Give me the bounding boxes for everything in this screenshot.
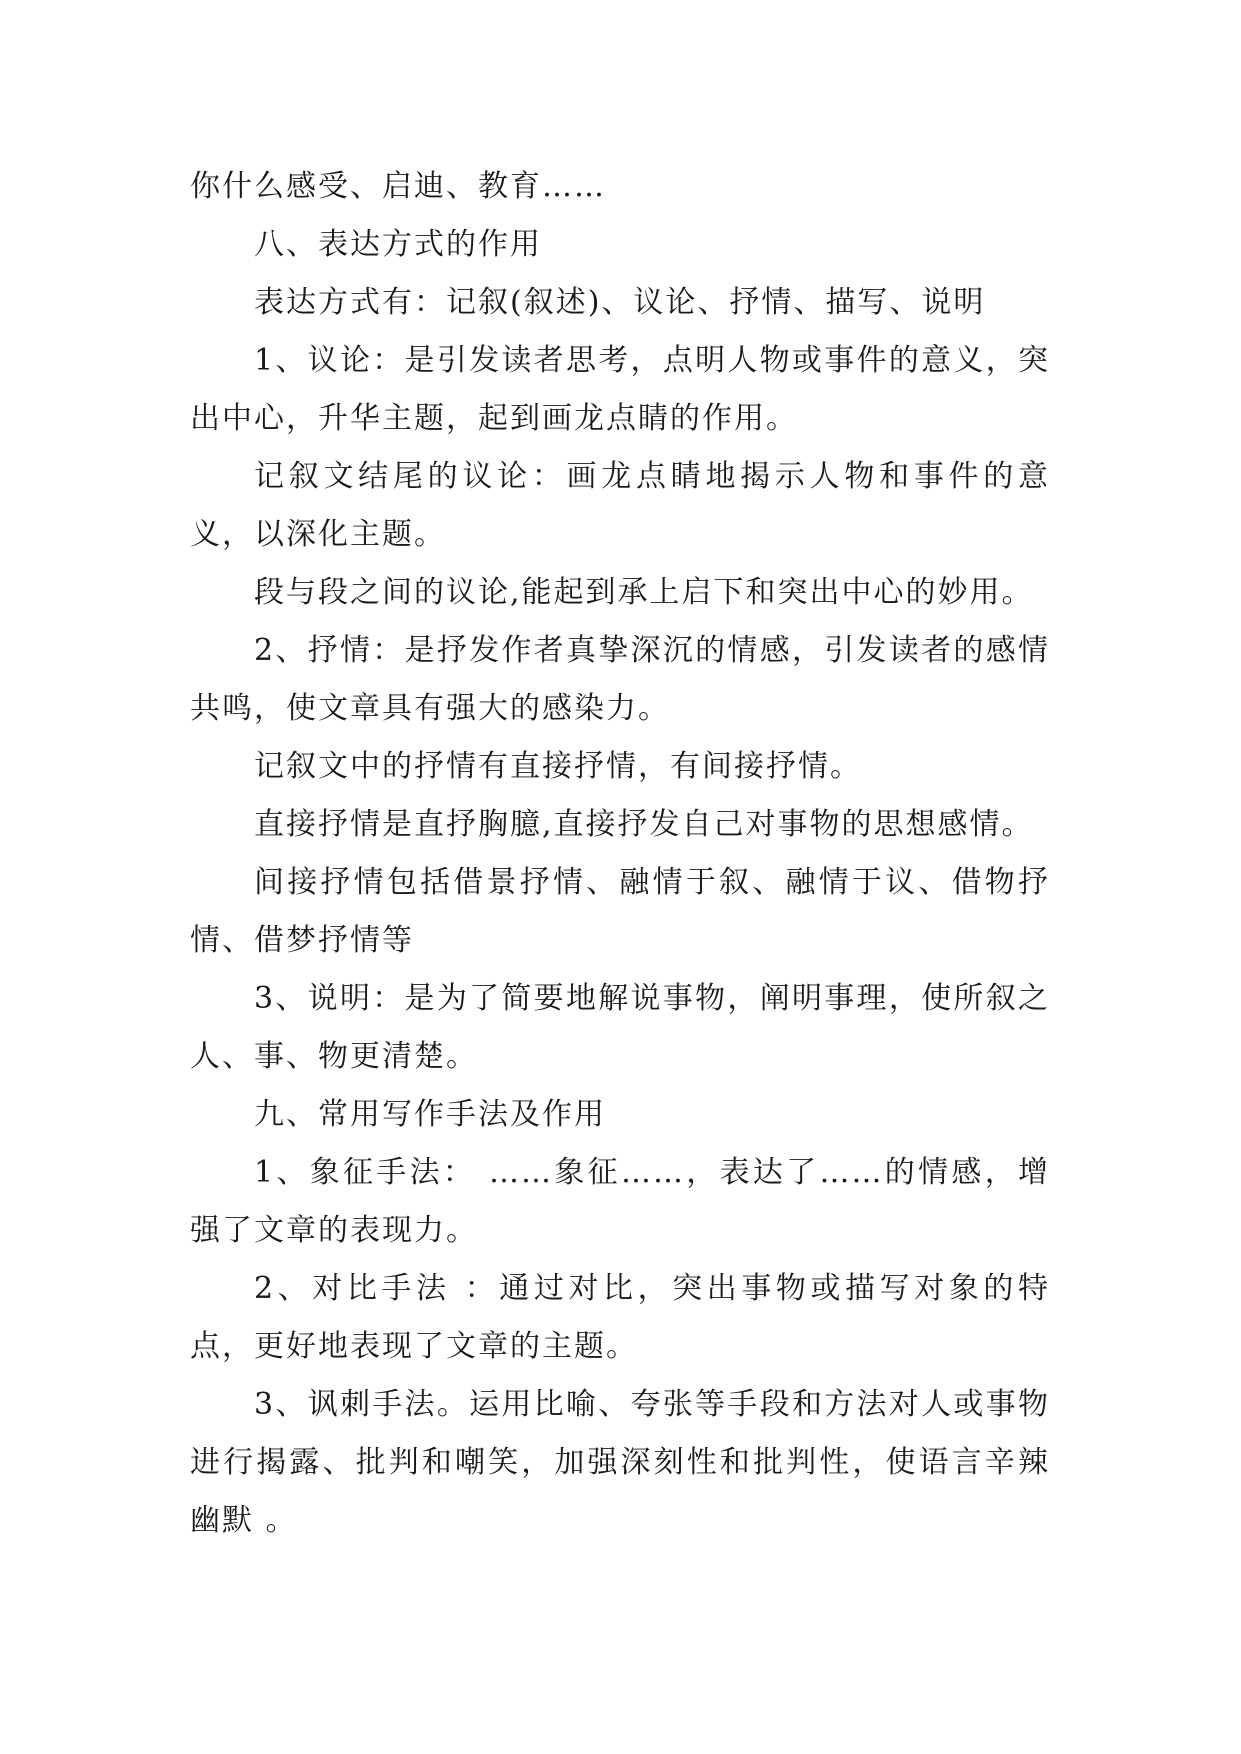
paragraph-satire: 3、讽刺手法。运用比喻、夸张等手段和方法对人或事物进行揭露、批判和嘲笑，加强深刻性和批判性，使语言辛辣幽默 。: [190, 1387, 1050, 1538]
paragraph-symbolism: 1、象征手法： ……象征……，表达了……的情感，增强了文章的表现力。: [190, 1155, 1050, 1248]
paragraph-ending-argument: 记叙文结尾的议论：画龙点睛地揭示人物和事件的意义，以深化主题。: [190, 459, 1050, 552]
document-body: [190, 158, 1050, 1550]
section-heading-nine: 九、常用写作手法及作用: [254, 1097, 606, 1132]
paragraph-argument: 1、议论：是引发读者思考，点明人物或事件的意义，突出中心，升华主题，起到画龙点睛的作用。: [190, 343, 1050, 436]
paragraph-continuation: 你什么感受、启迪、教育……: [190, 169, 606, 204]
paragraph-direct-lyric: 直接抒情是直抒胸臆,直接抒发自己对事物的思想感情。: [254, 807, 1034, 842]
paragraph-between-argument: 段与段之间的议论,能起到承上启下和突出中心的妙用。: [254, 575, 1034, 610]
section-heading-eight: 八、表达方式的作用: [254, 227, 542, 262]
paragraph-contrast: 2、对比手法 ：通过对比，突出事物或描写对象的特点，更好地表现了文章的主题。: [190, 1271, 1050, 1364]
paragraph-lyric: 2、抒情：是抒发作者真挚深沉的情感，引发读者的感情共鸣，使文章具有强大的感染力。: [190, 633, 1050, 726]
paragraph-indirect-lyric: 间接抒情包括借景抒情、融情于叙、融情于议、借物抒情、借梦抒情等: [190, 865, 1050, 958]
paragraph-expression-types: 表达方式有：记叙(叙述)、议论、抒情、描写、说明: [254, 285, 986, 320]
paragraph-explanation: 3、说明：是为了简要地解说事物，阐明事理，使所叙之人、事、物更清楚。: [190, 981, 1050, 1074]
paragraph-lyric-types: 记叙文中的抒情有直接抒情，有间接抒情。: [254, 749, 862, 784]
